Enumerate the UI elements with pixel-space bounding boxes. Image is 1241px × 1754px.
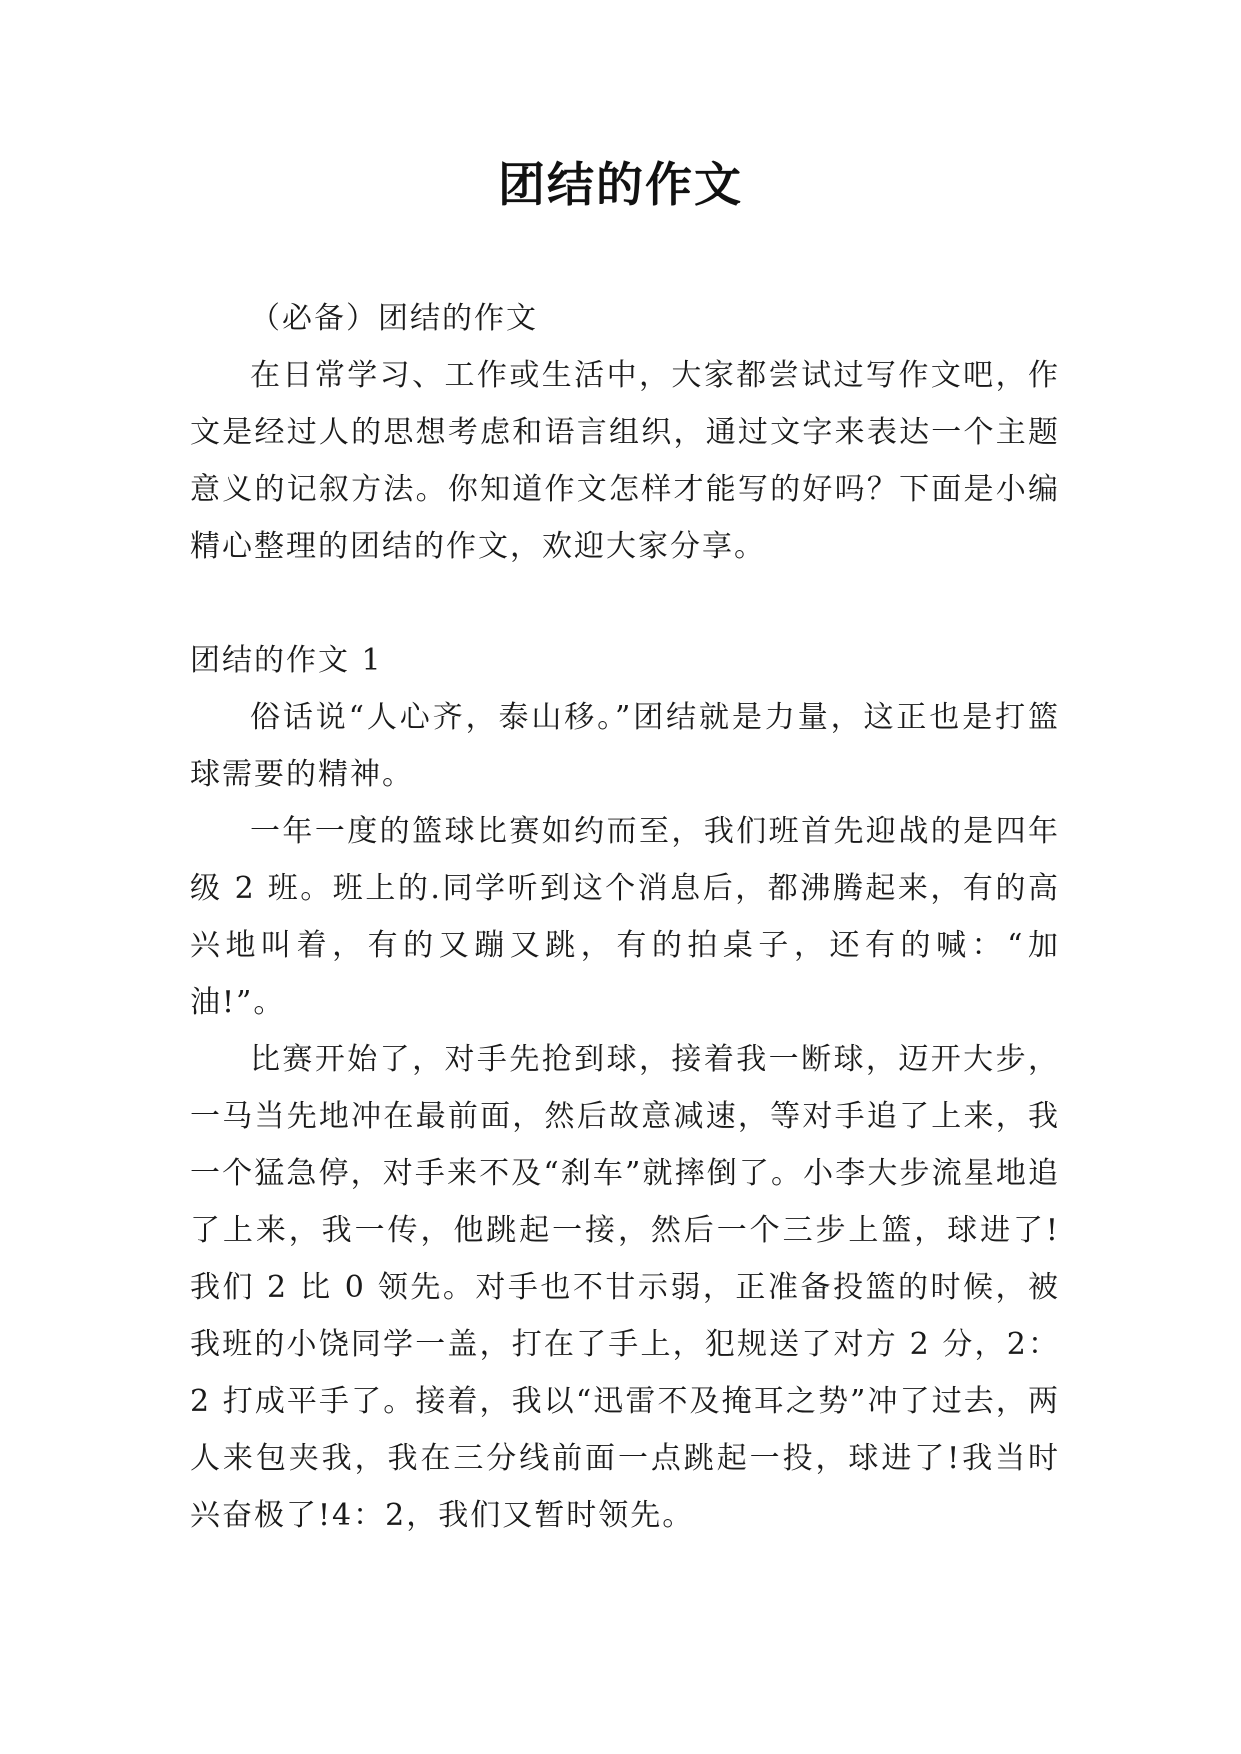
essay-paragraph-3: 比赛开始了，对手先抢到球，接着我一断球，迈开大步，一马当先地冲在最前面，然后故意减速，等对手追了上来，我一个猛急停，对手来不及“刹车”就摔倒了。小李大步流星地追了上来，我一传，他跳起一接，然后一个三步上篮，球进了!我们 2 比 0 领先。对手也不甘示弱，正准备投篮的时候，被我班的小饶同学一盖，打在了手上，犯规送了对方 2 分，2：2 打成平手了。接着，我以“迅雷不及掩耳之势”冲了过去，两人来包夹我，我在三分线前面一点跳起一投，球进了!我当时兴奋极了!4：2，我们又暂时领先。	[190, 1042, 1060, 1533]
section-spacer	[190, 575, 1060, 632]
essay-paragraph-2: 一年一度的篮球比赛如约而至，我们班首先迎战的是四年级 2 班。班上的.同学听到这个消息后，都沸腾起来，有的高兴地叫着，有的又蹦又跳，有的拍桌子，还有的喊：“加油!”。	[190, 814, 1060, 1020]
essay-paragraph-1: 俗话说“人心齐，泰山移。”团结就是力量，这正也是打篮球需要的精神。	[190, 700, 1060, 792]
document-title: 团结的作文	[498, 158, 743, 213]
document-body	[190, 290, 1060, 1544]
intro-paragraph: 在日常学习、工作或生活中，大家都尝试过写作文吧，作文是经过人的思想考虑和语言组织，通过文字来表达一个主题意义的记叙方法。你知道作文怎样才能写的好吗？下面是小编精心整理的团结的作文，欢迎大家分享。	[190, 358, 1060, 564]
intro-heading: （必备）团结的作文	[250, 301, 538, 336]
section-heading: 团结的作文 1	[190, 643, 383, 678]
